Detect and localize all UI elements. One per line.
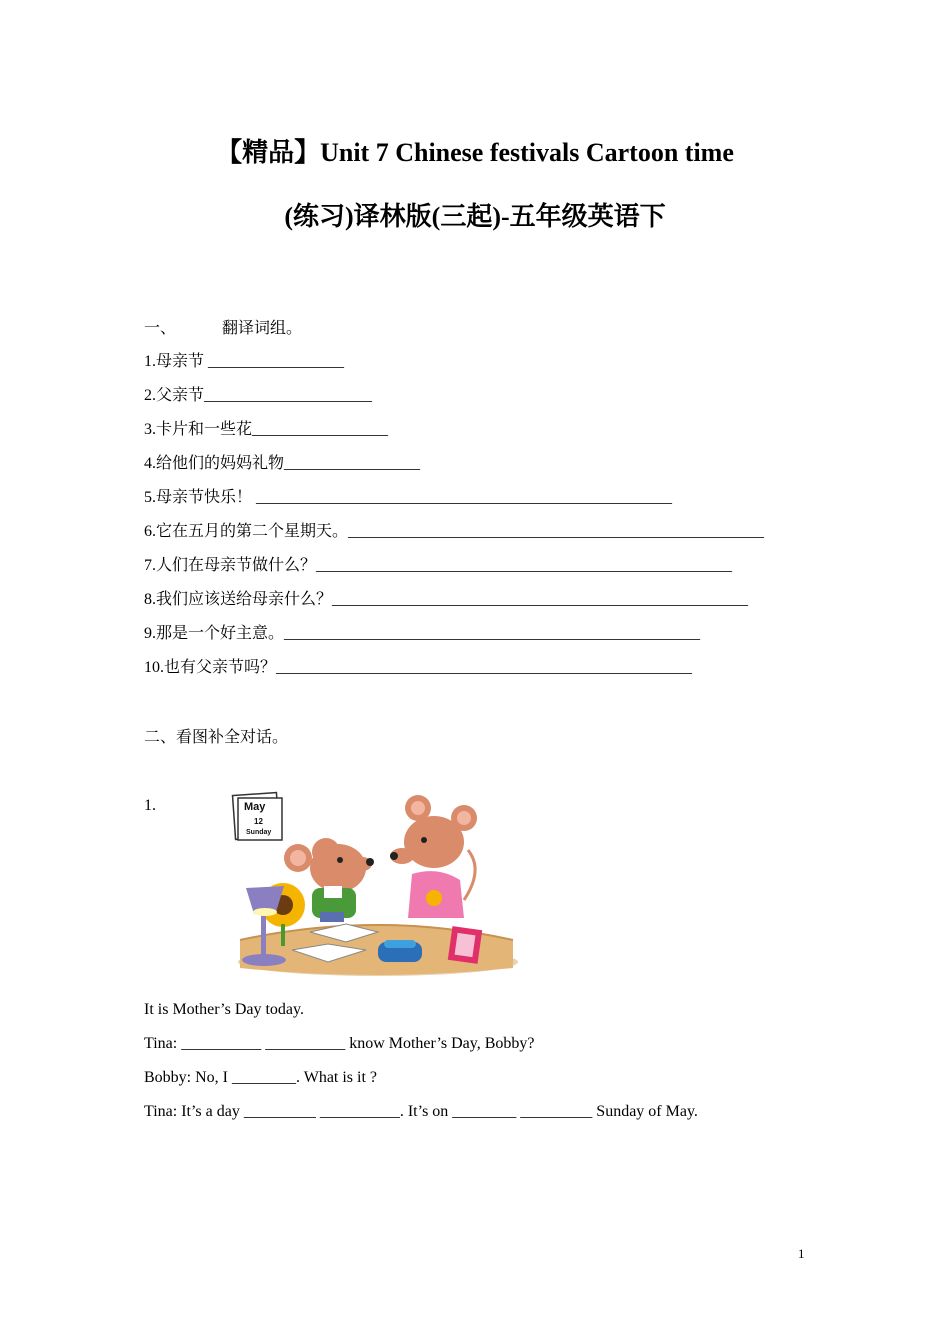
calendar-icon	[233, 793, 282, 840]
section1-title: 翻译词组。	[222, 320, 303, 337]
pencil-case-icon	[378, 940, 422, 962]
question-9: 9.那是一个好主意。____________________________________________________	[144, 625, 701, 642]
calendar-weekday: Sunday	[246, 829, 272, 836]
question-3: 3.卡片和一些花_________________	[144, 421, 389, 438]
tina-mouse	[390, 795, 477, 918]
dialogue-line-3: Bobby: No, I ________. What is it ?	[144, 1069, 378, 1086]
section1-heading	[144, 318, 302, 340]
page-number: 1	[798, 1246, 805, 1261]
section2-question-number: 1.	[144, 797, 156, 814]
section2-heading: 二、看图补全对话。	[144, 729, 289, 746]
question-7: 7.人们在母亲节做什么？____________________________________________________	[144, 557, 733, 574]
question-1: 1.母亲节 _________________	[144, 353, 345, 370]
question-10: 10.也有父亲节吗？____________________________________________________	[144, 659, 693, 676]
dialogue-line-4: Tina: It’s a day _________ __________. It’s on ________ _________ Sunday of May.	[144, 1103, 698, 1120]
question-6: 6.它在五月的第二个星期天。____________________________________________________	[144, 523, 765, 540]
question-4: 4.给他们的妈妈礼物_________________	[144, 455, 421, 472]
title-line-2: (练习)译林版(三起)-五年级英语下	[284, 202, 666, 231]
section1-number: 一、	[144, 320, 177, 337]
calendar-month: May	[244, 801, 266, 813]
question-5: 5.母亲节快乐！ ____________________________________________________	[144, 489, 673, 506]
photo-frame-icon	[448, 926, 482, 964]
question-2: 2.父亲节_____________________	[144, 387, 373, 404]
question-8: 8.我们应该送给母亲什么？____________________________________________________	[144, 591, 749, 608]
dialogue-line-2: Tina: __________ __________ know Mother’s Day, Bobby?	[144, 1035, 535, 1052]
calendar-day: 12	[254, 817, 263, 826]
title-line-1: 【精品】Unit 7 Chinese festivals Cartoon time	[216, 138, 734, 167]
dialogue-line-1: It is Mother’s Day today.	[144, 1001, 304, 1018]
mice-illustration	[228, 790, 520, 980]
